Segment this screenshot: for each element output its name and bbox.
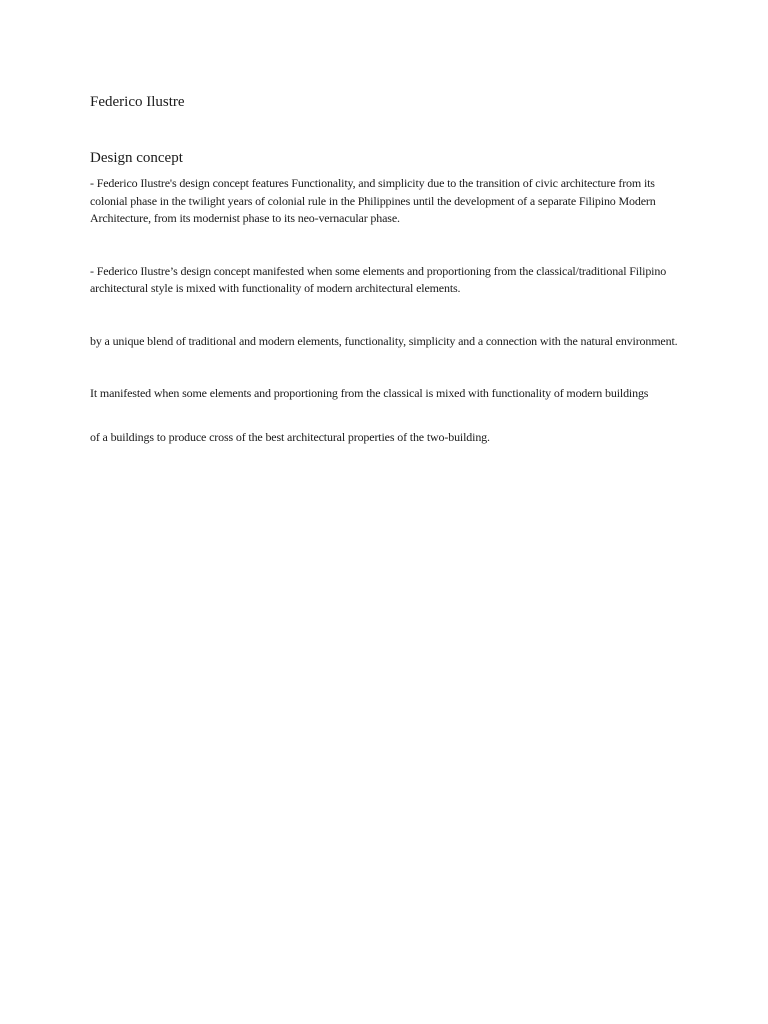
document-body <box>90 92 680 446</box>
paragraph-2: - Federico Ilustre’s design concept manifested when some elements and proportioning from the classical/traditional Filipino architectural style is mixed with functionality of modern architectural elements. <box>90 263 667 295</box>
paragraph-1: - Federico Ilustre's design concept features Functionality, and simplicity due to the transition of civic architecture from its colonial phase in the twilight years of colonial rule in the Philippines until the development of a separate Filipino Modern Architecture, from its modernist phase to its neo-vernacular phase. <box>90 176 656 225</box>
document-title: Federico Ilustre <box>90 94 185 110</box>
paragraph-4: It manifested when some elements and proportioning from the classical is mixed with functionality of modern buildings <box>90 386 649 400</box>
paragraph-3: by a unique blend of traditional and modern elements, functionality, simplicity and a connection with the natural environment. <box>90 333 678 348</box>
section-heading: Design concept <box>90 150 183 166</box>
paragraph-5: of a buildings to produce cross of the best architectural properties of the two-building. <box>90 429 490 444</box>
